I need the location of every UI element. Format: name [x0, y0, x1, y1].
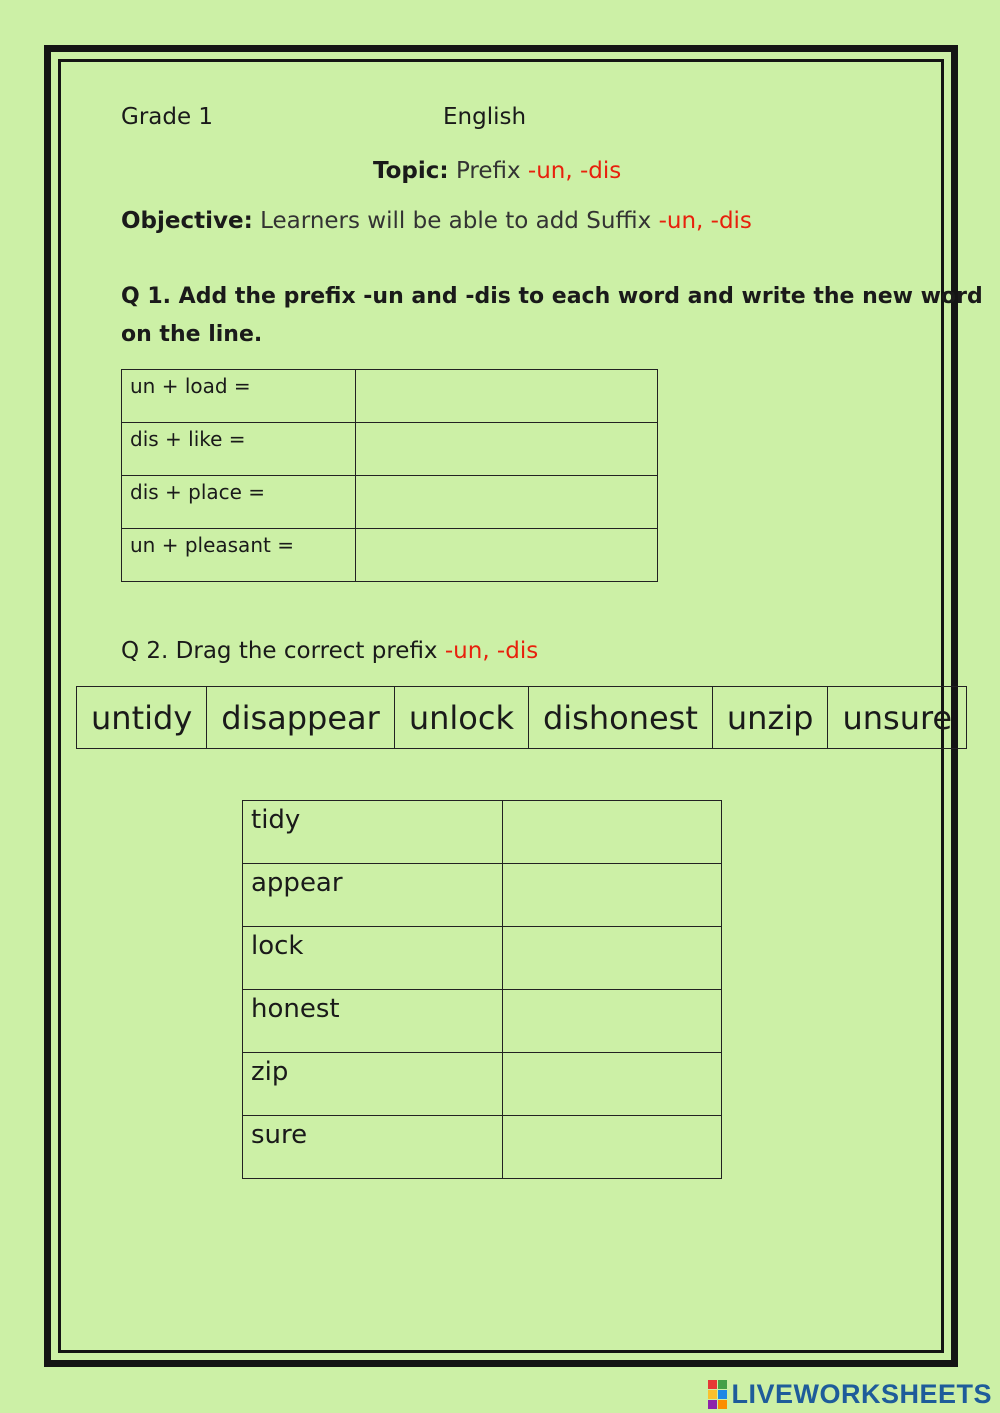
q2-table — [242, 800, 722, 1179]
objective-text: Learners will be able to add Suffix — [260, 208, 652, 234]
table-row — [122, 476, 658, 529]
objective-line — [121, 208, 752, 234]
q2-instruction-line — [121, 638, 538, 664]
draggable-word[interactable]: unzip — [712, 687, 828, 749]
q2-drop-zone[interactable] — [503, 801, 722, 864]
q1-word-cell: un + load = — [122, 370, 356, 423]
liveworksheets-logo-icon — [708, 1380, 727, 1409]
draggable-word[interactable]: unlock — [394, 687, 528, 749]
q2-base-word: sure — [243, 1116, 503, 1179]
grade-label: Grade 1 — [121, 104, 214, 130]
q1-answer-field[interactable] — [356, 529, 658, 582]
liveworksheets-logo — [708, 1379, 992, 1409]
q2-drop-zone[interactable] — [503, 1116, 722, 1179]
q1-table — [121, 369, 658, 582]
q1-answer-field[interactable] — [356, 423, 658, 476]
topic-text: Prefix — [455, 158, 521, 184]
q2-drop-zone[interactable] — [503, 1053, 722, 1116]
table-row — [243, 927, 722, 990]
draggable-word[interactable]: untidy — [77, 687, 207, 749]
q2-drop-zone[interactable] — [503, 864, 722, 927]
q2-drop-zone[interactable] — [503, 927, 722, 990]
word-bank-row — [77, 687, 967, 749]
q1-word-cell: dis + place = — [122, 476, 356, 529]
draggable-word[interactable]: unsure — [828, 687, 967, 749]
objective-prefixes: -un, -dis — [658, 208, 752, 234]
topic-prefixes: -un, -dis — [527, 158, 622, 184]
brand-text: LIVEWORKSHEETS — [731, 1378, 992, 1409]
q1-answer-field[interactable] — [356, 476, 658, 529]
draggable-word[interactable]: disappear — [207, 687, 395, 749]
q2-base-word: appear — [243, 864, 503, 927]
q1-instruction-line1: Q 1. Add the prefix -un and -dis to each word and write the new word — [121, 284, 983, 309]
q2-base-word: honest — [243, 990, 503, 1053]
q2-instruction: Q 2. Drag the correct prefix — [121, 638, 438, 664]
table-row — [243, 864, 722, 927]
q2-base-word: zip — [243, 1053, 503, 1116]
table-row — [122, 529, 658, 582]
table-row — [243, 801, 722, 864]
q2-prefixes: -un, -dis — [444, 638, 539, 664]
topic-line — [373, 158, 621, 184]
table-row — [122, 423, 658, 476]
topic-label: Topic: — [373, 158, 449, 184]
q1-answer-field[interactable] — [356, 370, 658, 423]
q1-word-cell: un + pleasant = — [122, 529, 356, 582]
table-row — [243, 1116, 722, 1179]
q2-base-word: tidy — [243, 801, 503, 864]
q1-instruction-line2: on the line. — [121, 322, 263, 347]
subject-label: English — [443, 104, 527, 130]
q2-base-word: lock — [243, 927, 503, 990]
q1-word-cell: dis + like = — [122, 423, 356, 476]
objective-label: Objective: — [121, 208, 253, 234]
draggable-word[interactable]: dishonest — [528, 687, 712, 749]
table-row — [243, 990, 722, 1053]
table-row — [243, 1053, 722, 1116]
word-bank — [76, 686, 967, 749]
table-row — [122, 370, 658, 423]
q2-drop-zone[interactable] — [503, 990, 722, 1053]
